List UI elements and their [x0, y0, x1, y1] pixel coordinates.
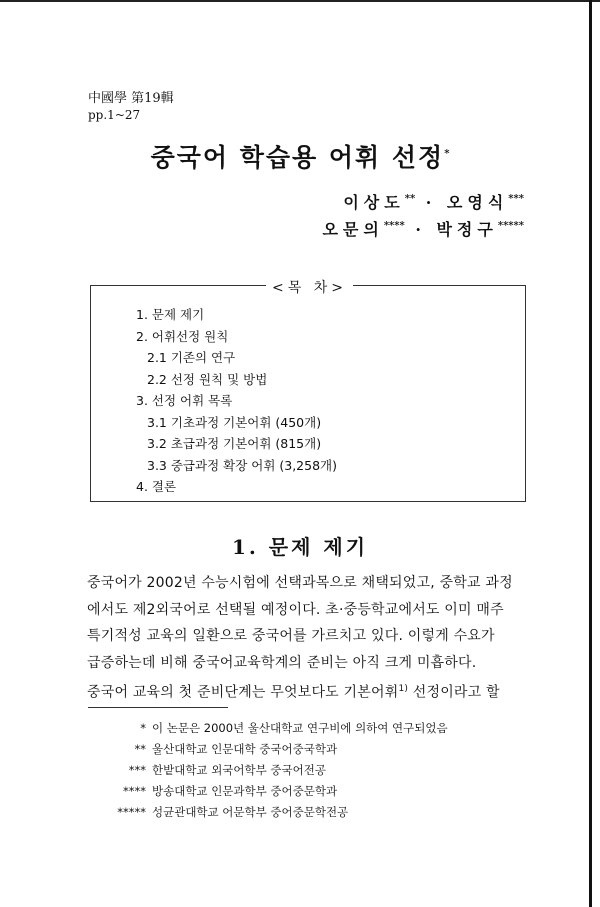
paper-title — [0, 138, 600, 174]
toc-list — [136, 304, 337, 498]
author-line-1 — [343, 190, 524, 213]
author-separator: · — [425, 193, 437, 212]
body-line: 중국어가 2002년 수능시험에 선택과목으로 채택되었고, 중학교 과정 — [87, 575, 513, 591]
footnote-mark: *** — [128, 763, 146, 777]
author-separator: · — [415, 220, 426, 239]
footnote-mark: * — [140, 721, 146, 735]
footnote — [88, 760, 448, 781]
author-mark: *** — [508, 193, 524, 205]
right-border — [589, 0, 592, 907]
author-name: 박정구 — [436, 220, 498, 239]
toc-item: 3.1 기초과정 기본어휘 (450개) — [147, 414, 322, 430]
page-range: pp.1~27 — [88, 108, 141, 122]
footnote-mark: ***** — [117, 805, 146, 819]
footnote-text: 울산대학교 인문대학 중국어중국학과 — [152, 742, 338, 756]
body-line-text: 선정이라고 할 — [408, 684, 500, 701]
toc-item: 4. 결론 — [136, 479, 177, 494]
footnotes — [88, 718, 448, 823]
author-mark: **** — [383, 220, 405, 232]
author-mark: ** — [404, 193, 416, 205]
toc-item: 3. 선정 어휘 목록 — [136, 393, 233, 408]
toc-item: 2.2 선정 원칙 및 방법 — [147, 371, 268, 387]
author-name: 오영식 — [446, 193, 509, 212]
section-heading: 1. 문제 제기 — [231, 535, 369, 559]
author-mark: ***** — [497, 220, 524, 232]
author-line-2 — [322, 217, 524, 240]
top-border — [0, 0, 600, 2]
body-line-text: 중국어 교육의 첫 준비단계는 무엇보다도 기본어휘 — [87, 684, 399, 701]
body-line: 에서도 제2외국어로 선택될 예정이다. 초·중등학교에서도 이미 매주 — [87, 601, 504, 618]
footnote — [88, 802, 448, 823]
footnote-text: 이 논문은 2000년 울산대학교 연구비에 의하여 연구되었음 — [152, 721, 448, 735]
footnote-text: 성균관대학교 어문학부 중어중문학전공 — [152, 805, 349, 819]
footnote-mark: **** — [123, 784, 146, 798]
journal-name: 中國學 第19輯 — [88, 91, 174, 106]
toc-title: <목 차> — [266, 277, 353, 297]
footnote-text: 한밭대학교 외국어학부 중국어전공 — [152, 763, 326, 777]
footnote-text: 방송대학교 인문과학부 중어중문학과 — [152, 784, 338, 798]
toc-item: 3.2 초급과정 기본어휘 (815개) — [147, 436, 322, 451]
body-line: 특기적성 교육의 일환으로 중국어를 가르치고 있다. 이렇게 수요가 — [87, 628, 495, 644]
author-name: 오문의 — [322, 220, 384, 239]
footnote — [88, 739, 448, 760]
toc-item: 2. 어휘선정 원칙 — [136, 328, 229, 344]
footnote-divider — [88, 707, 228, 708]
footnote — [88, 718, 448, 739]
footnote-reference: 1) — [398, 684, 409, 694]
body-line — [87, 676, 527, 703]
toc-item: 1. 문제 제기 — [136, 307, 205, 322]
footnote-mark: ** — [134, 742, 146, 756]
body-text — [87, 570, 527, 703]
title-footnote-mark: * — [444, 148, 450, 160]
author-name: 이상도 — [343, 193, 405, 212]
toc-item: 2.1 기존의 연구 — [147, 350, 236, 365]
body-line: 급증하는데 비해 중국어교육학계의 준비는 아직 크게 미흡하다. — [87, 654, 477, 671]
toc-item: 3.3 중급과정 확장 어휘 (3,258개) — [147, 457, 337, 473]
footnote — [88, 781, 448, 802]
title-text: 중국어 학습용 어휘 선정 — [150, 143, 445, 172]
